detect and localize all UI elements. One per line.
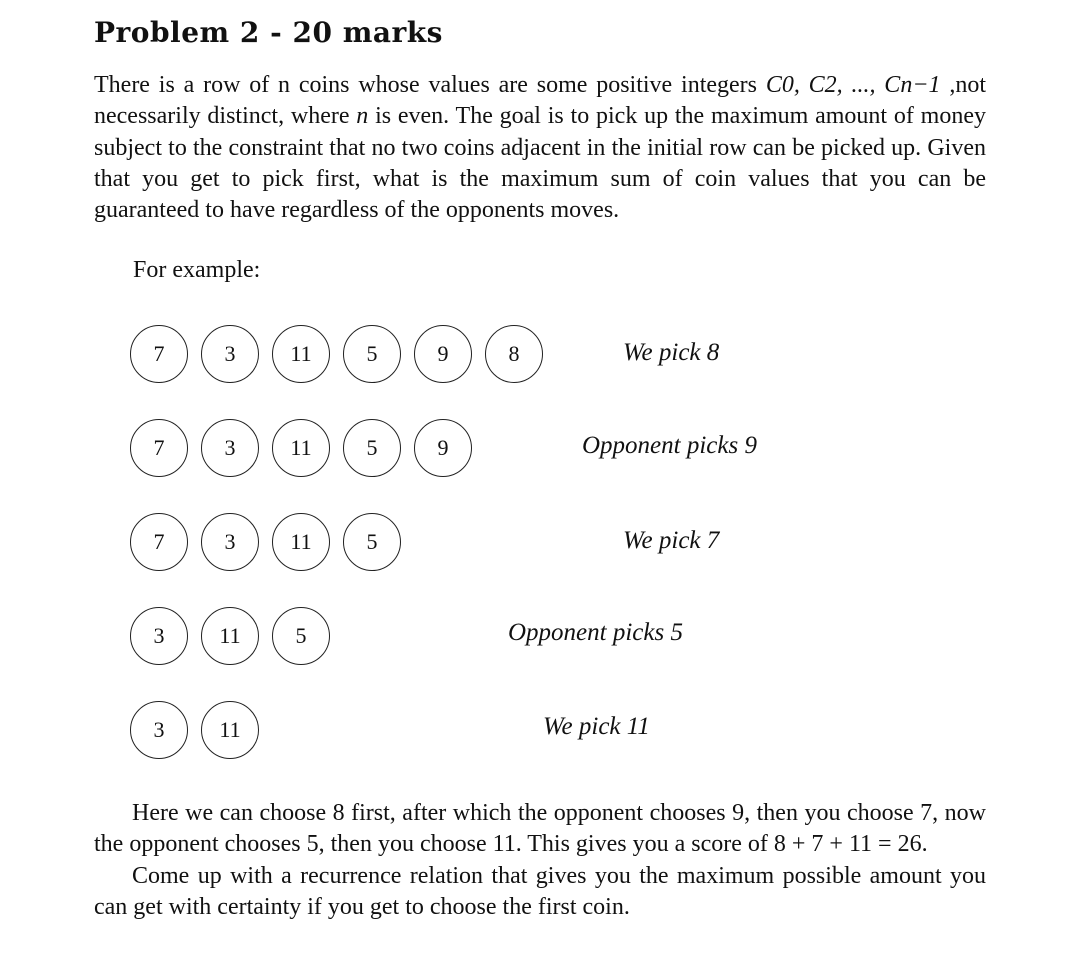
coin: 7 xyxy=(130,513,188,571)
statement-part-1: There is a row of n coins whose values are some positive integers xyxy=(94,72,766,98)
coin: 7 xyxy=(130,325,188,383)
coin: 5 xyxy=(343,325,401,383)
coin: 5 xyxy=(343,419,401,477)
coin: 3 xyxy=(130,607,188,665)
step-5-caption: We pick 11 xyxy=(543,713,650,740)
coin-row-step-2 xyxy=(130,419,472,477)
coin: 11 xyxy=(201,701,259,759)
coin: 9 xyxy=(414,419,472,477)
coin: 3 xyxy=(201,325,259,383)
coin: 9 xyxy=(414,325,472,383)
task-text: Come up with a recurrence relation that gives you the maximum possible amount you can get with certainty if you get to choose the first coin. xyxy=(94,862,986,920)
coin: 5 xyxy=(343,513,401,571)
coin-row-step-5 xyxy=(130,701,259,759)
step-2-caption: Opponent picks 9 xyxy=(582,432,757,459)
problem-statement xyxy=(94,70,986,226)
coin: 3 xyxy=(201,419,259,477)
closing-text xyxy=(94,798,986,923)
coin: 3 xyxy=(130,701,188,759)
coin: 7 xyxy=(130,419,188,477)
n-variable-math: n xyxy=(356,103,369,130)
statement-part-2: ,not necessarily distinct, where xyxy=(94,72,987,130)
coin-sequence-math: C0, C2, ..., Cn−1 xyxy=(765,72,941,98)
coin: 11 xyxy=(201,607,259,665)
coin: 11 xyxy=(272,325,330,383)
step-1-caption: We pick 8 xyxy=(623,339,720,366)
statement-part-3: is even. The goal is to pick up the maximum amount of money subject to the constraint that no two coins adjacent in the initial row can be picked up. Given that you get to pick first, what is the maximum sum of coin values that you can be guaranteed to have regardless of the opponents moves. xyxy=(94,103,986,224)
example-label: For example: xyxy=(133,257,261,283)
task-paragraph xyxy=(94,861,986,924)
step-3-caption: We pick 7 xyxy=(623,527,720,554)
coin-row-step-4 xyxy=(130,607,330,665)
coin-row-step-3 xyxy=(130,513,401,571)
step-4-caption: Opponent picks 5 xyxy=(508,619,683,646)
explanation-text: Here we can choose 8 first, after which the opponent chooses 9, then you choose 7, now the opponent chooses 5, then you choose 11. This gives you a score of 8 + 7 + 11 = 26. xyxy=(94,800,986,858)
explanation-paragraph xyxy=(94,798,986,861)
coin: 3 xyxy=(201,513,259,571)
coin-row-step-1 xyxy=(130,325,543,383)
coin: 11 xyxy=(272,513,330,571)
coin: 8 xyxy=(485,325,543,383)
coin: 11 xyxy=(272,419,330,477)
coin: 5 xyxy=(272,607,330,665)
problem-title: Problem 2 - 20 marks xyxy=(94,16,443,49)
